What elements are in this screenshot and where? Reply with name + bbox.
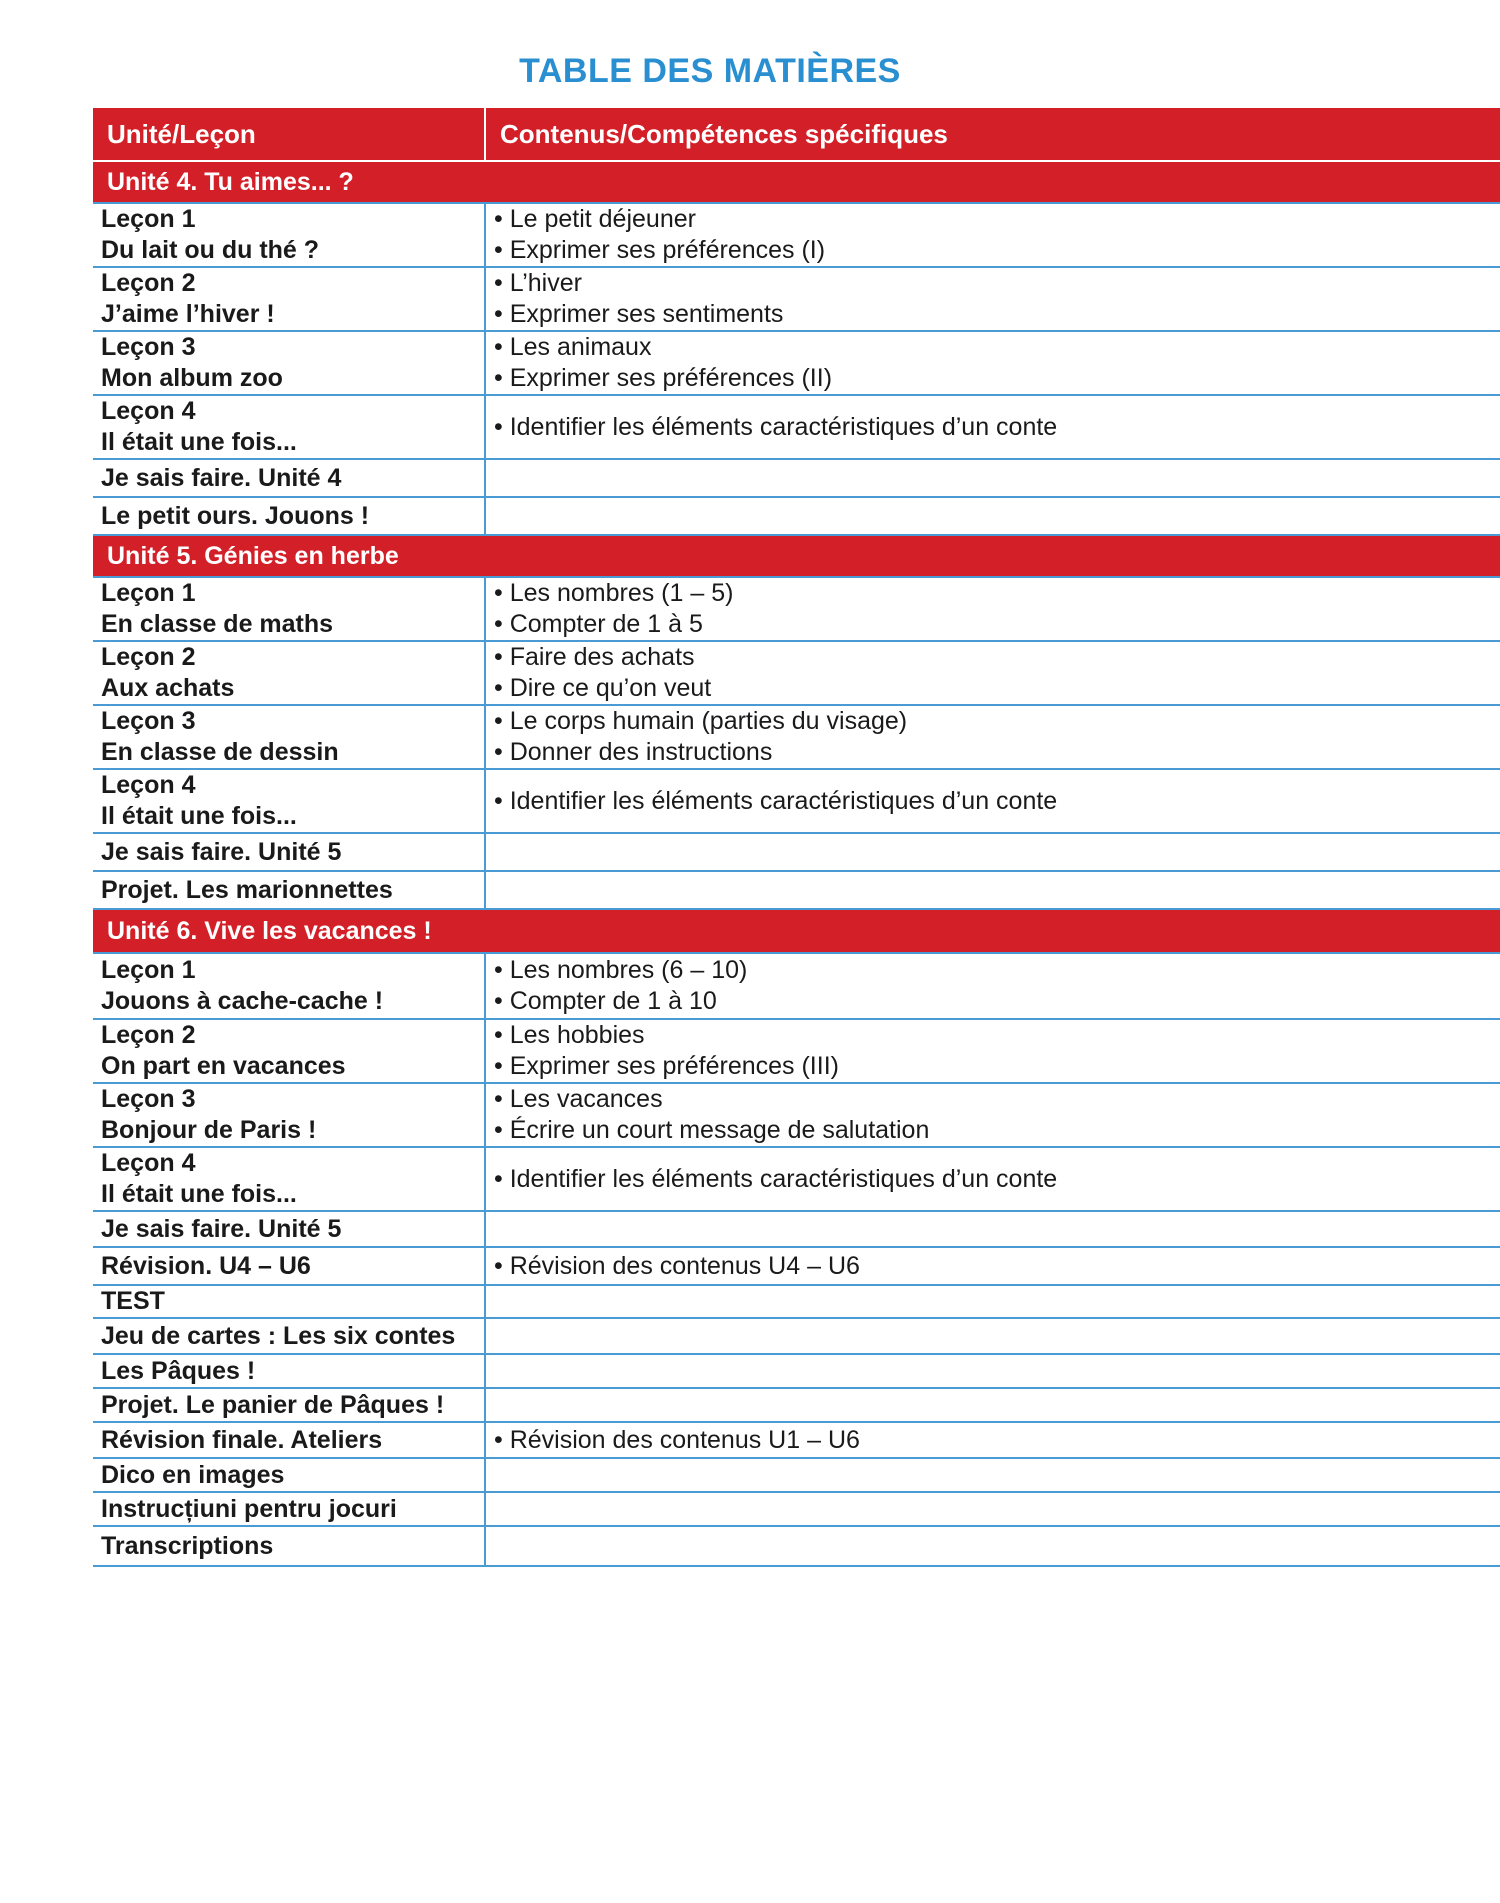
contents-cell	[485, 459, 1500, 497]
lesson-row	[93, 1285, 1500, 1318]
content-bullet-item: • Le corps humain (parties du visage)	[494, 706, 1492, 737]
content-bullet-item: • Les nombres (1 – 5)	[494, 578, 1492, 609]
lesson-number: Leçon 4	[101, 397, 196, 425]
contents-cell	[485, 331, 1500, 395]
contents-cell	[485, 395, 1500, 459]
lesson-number: Instrucțiuni pentru jocuri	[101, 1494, 397, 1523]
lesson-cell	[93, 577, 485, 641]
lesson-cell	[93, 1247, 485, 1285]
lesson-cell	[93, 1354, 485, 1388]
lesson-number: Dico en images	[101, 1460, 285, 1489]
lesson-cell	[93, 705, 485, 769]
lesson-cell	[93, 1211, 485, 1247]
content-bullet-item: • Le petit déjeuner	[494, 204, 1492, 235]
lesson-cell	[93, 1492, 485, 1526]
lesson-number: Leçon 3	[101, 1085, 196, 1113]
contents-cell	[485, 1526, 1500, 1566]
unit-title: Unité 5. Génies en herbe	[93, 535, 1500, 577]
content-bullet-item: • Dire ce qu’on veut	[494, 673, 1492, 704]
lesson-title: Bonjour de Paris !	[101, 1116, 317, 1144]
contents-cell	[485, 641, 1500, 705]
unit-header-row	[93, 535, 1500, 577]
lesson-cell	[93, 1458, 485, 1492]
lesson-row	[93, 459, 1500, 497]
unit-header-row	[93, 161, 1500, 203]
lesson-row	[93, 395, 1500, 459]
lesson-cell	[93, 641, 485, 705]
lesson-cell	[93, 833, 485, 871]
lesson-number: Leçon 3	[101, 333, 196, 361]
content-bullet-item: • Les animaux	[494, 332, 1492, 363]
lesson-cell	[93, 331, 485, 395]
lesson-title: Aux achats	[101, 674, 235, 702]
lesson-cell	[93, 769, 485, 833]
unit-title: Unité 4. Tu aimes... ?	[93, 161, 1500, 203]
lesson-title: Il était une fois...	[101, 1180, 297, 1208]
contents-cell	[485, 1354, 1500, 1388]
contents-cell	[485, 1211, 1500, 1247]
lesson-title: En classe de maths	[101, 610, 334, 638]
lesson-number: Projet. Le panier de Pâques !	[101, 1390, 445, 1419]
lesson-row	[93, 497, 1500, 535]
lesson-row	[93, 1083, 1500, 1147]
content-bullet-item: • Exprimer ses sentiments	[494, 299, 1492, 330]
lesson-title: Jouons à cache-cache !	[101, 987, 384, 1015]
lesson-title: J’aime l’hiver !	[101, 300, 275, 328]
lesson-row	[93, 1211, 1500, 1247]
contents-cell	[485, 833, 1500, 871]
lesson-row	[93, 641, 1500, 705]
lesson-cell	[93, 1019, 485, 1083]
lesson-number: TEST	[101, 1287, 165, 1315]
contents-cell	[485, 497, 1500, 535]
lesson-cell	[93, 1422, 485, 1458]
content-bullet-item: • Exprimer ses préférences (II)	[494, 363, 1492, 394]
content-bullet-item: • Les vacances	[494, 1084, 1492, 1115]
lesson-row	[93, 1354, 1500, 1388]
lesson-cell	[93, 1285, 485, 1318]
contents-cell	[485, 577, 1500, 641]
lesson-row	[93, 203, 1500, 267]
lesson-cell	[93, 395, 485, 459]
lesson-row	[93, 705, 1500, 769]
content-bullet-item: • Les hobbies	[494, 1020, 1492, 1051]
unit-header-row	[93, 909, 1500, 953]
lesson-title: On part en vacances	[101, 1052, 346, 1080]
contents-cell	[485, 1083, 1500, 1147]
contents-cell	[485, 203, 1500, 267]
content-bullet-item: • Compter de 1 à 10	[494, 986, 1492, 1017]
lesson-number: Leçon 2	[101, 643, 196, 671]
lesson-number: Leçon 1	[101, 956, 196, 984]
lesson-title: Du lait ou du thé ?	[101, 236, 320, 264]
lesson-title: En classe de dessin	[101, 738, 339, 766]
table-header-row	[93, 108, 1500, 161]
lesson-cell	[93, 459, 485, 497]
lesson-cell	[93, 267, 485, 331]
lesson-row	[93, 833, 1500, 871]
lesson-row	[93, 1458, 1500, 1492]
content-bullet-item: • Faire des achats	[494, 642, 1492, 673]
contents-cell	[485, 1388, 1500, 1422]
content-bullet-item: • Identifier les éléments caractéristiques d’un conte	[494, 1164, 1492, 1195]
lesson-number: Leçon 3	[101, 707, 196, 735]
lesson-number: Leçon 2	[101, 269, 196, 297]
lesson-cell	[93, 1147, 485, 1211]
content-bullet-item: • Révision des contenus U1 – U6	[494, 1425, 1492, 1456]
contents-cell	[485, 769, 1500, 833]
lesson-cell	[93, 1318, 485, 1354]
lesson-cell	[93, 1526, 485, 1566]
content-bullet-item: • L’hiver	[494, 268, 1492, 299]
content-bullet-item: • Exprimer ses préférences (I)	[494, 235, 1492, 266]
content-bullet-item: • Exprimer ses préférences (III)	[494, 1051, 1492, 1082]
lesson-row	[93, 331, 1500, 395]
lesson-number: Le petit ours. Jouons !	[101, 501, 370, 530]
lesson-row	[93, 1318, 1500, 1354]
contents-cell	[485, 1492, 1500, 1526]
lesson-row	[93, 1247, 1500, 1285]
contents-table	[93, 108, 1500, 1567]
contents-cell	[485, 1285, 1500, 1318]
table-body	[93, 161, 1500, 1566]
lesson-row	[93, 1422, 1500, 1458]
contents-cell	[485, 267, 1500, 331]
content-bullet-item: • Écrire un court message de salutation	[494, 1115, 1492, 1146]
content-bullet-item: • Les nombres (6 – 10)	[494, 955, 1492, 986]
lesson-row	[93, 769, 1500, 833]
content-bullet-item: • Compter de 1 à 5	[494, 609, 1492, 640]
lesson-number: Les Pâques !	[101, 1356, 256, 1385]
lesson-number: Leçon 4	[101, 771, 196, 799]
page-title: TABLE DES MATIÈRES	[519, 52, 901, 90]
content-bullet-item: • Donner des instructions	[494, 737, 1492, 768]
lesson-number: Je sais faire. Unité 5	[101, 837, 342, 866]
lesson-row	[93, 1147, 1500, 1211]
lesson-cell	[93, 497, 485, 535]
lesson-row	[93, 1526, 1500, 1566]
lesson-number: Je sais faire. Unité 5	[101, 1214, 342, 1243]
lesson-cell	[93, 203, 485, 267]
lesson-row	[93, 1019, 1500, 1083]
content-bullet-item: • Identifier les éléments caractéristiques d’un conte	[494, 786, 1492, 817]
lesson-cell	[93, 1388, 485, 1422]
content-bullet-item: • Révision des contenus U4 – U6	[494, 1251, 1492, 1282]
lesson-number: Je sais faire. Unité 4	[101, 463, 342, 492]
lesson-row	[93, 953, 1500, 1019]
lesson-number: Transcriptions	[101, 1531, 274, 1560]
contents-cell	[485, 1422, 1500, 1458]
header-unit-lesson: Unité/Leçon	[93, 108, 485, 161]
lesson-cell	[93, 953, 485, 1019]
header-contents: Contenus/Compétences spécifiques	[485, 108, 1500, 161]
lesson-title: Il était une fois...	[101, 428, 297, 456]
contents-cell	[485, 1019, 1500, 1083]
contents-cell	[485, 1318, 1500, 1354]
lesson-number: Projet. Les marionnettes	[101, 875, 393, 904]
lesson-row	[93, 1388, 1500, 1422]
contents-cell	[485, 871, 1500, 909]
lesson-number: Leçon 4	[101, 1149, 196, 1177]
contents-cell	[485, 1247, 1500, 1285]
lesson-number: Révision finale. Ateliers	[101, 1425, 383, 1454]
lesson-number: Leçon 2	[101, 1021, 196, 1049]
lesson-row	[93, 577, 1500, 641]
lesson-row	[93, 267, 1500, 331]
lesson-row	[93, 871, 1500, 909]
content-bullet-item: • Identifier les éléments caractéristiques d’un conte	[494, 412, 1492, 443]
lesson-title: Mon album zoo	[101, 364, 283, 392]
contents-cell	[485, 705, 1500, 769]
lesson-number: Leçon 1	[101, 205, 196, 233]
contents-cell	[485, 1458, 1500, 1492]
lesson-number: Leçon 1	[101, 579, 196, 607]
lesson-cell	[93, 871, 485, 909]
unit-title: Unité 6. Vive les vacances !	[93, 909, 1500, 953]
contents-cell	[485, 1147, 1500, 1211]
lesson-number: Jeu de cartes : Les six contes	[101, 1321, 456, 1350]
contents-cell	[485, 953, 1500, 1019]
lesson-cell	[93, 1083, 485, 1147]
lesson-title: Il était une fois...	[101, 802, 297, 830]
lesson-row	[93, 1492, 1500, 1526]
lesson-number: Révision. U4 – U6	[101, 1251, 311, 1280]
